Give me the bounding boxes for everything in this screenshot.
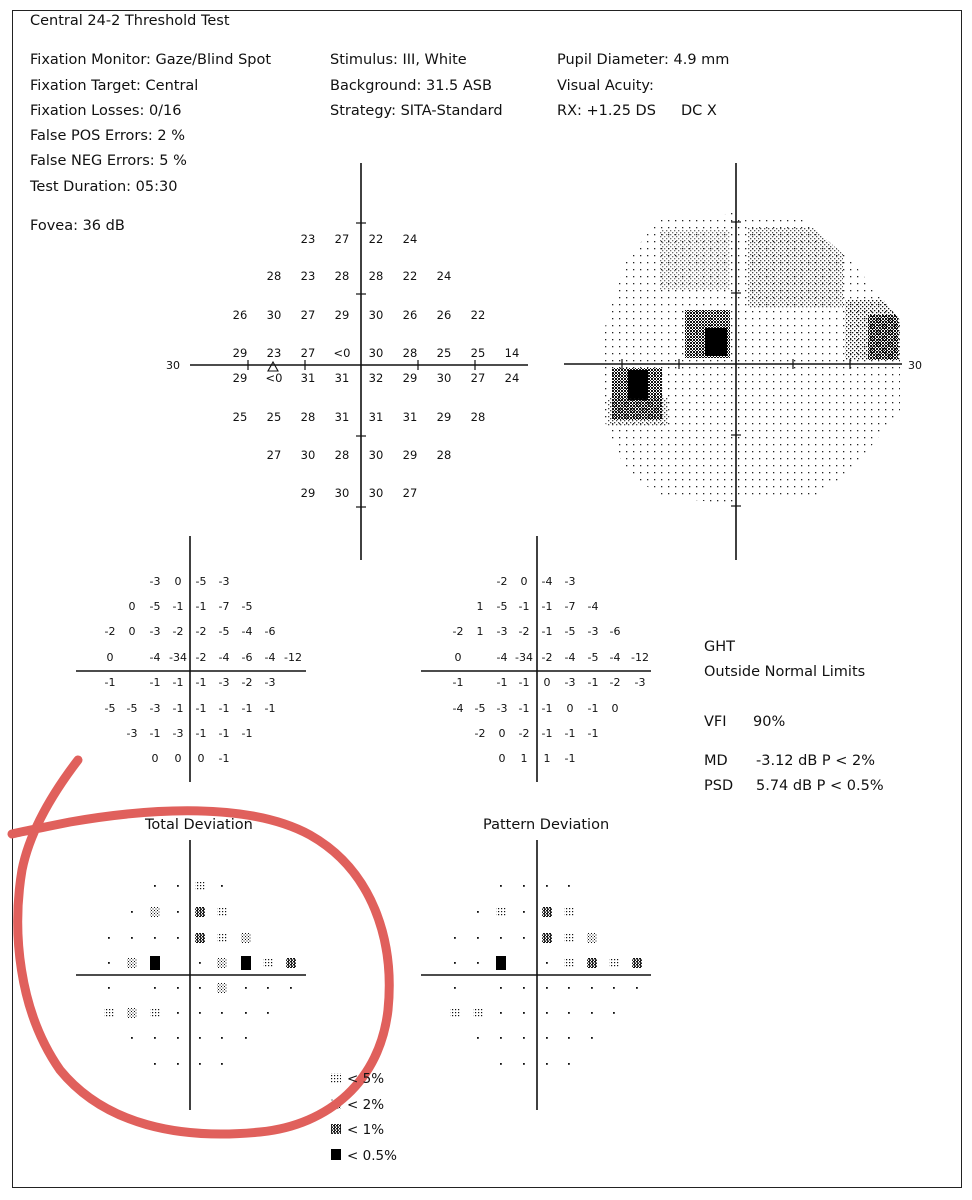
deviation-value: -1 [496,676,508,689]
deviation-value: -1 [104,676,116,689]
deviation-value: 0 [498,752,506,765]
deviation-value: -3 [496,625,508,638]
pd-symbol-dot [540,878,554,894]
legend-p1-label: < 1% [347,1122,385,1138]
false-pos-errors: False POS Errors: 2 % [30,128,185,144]
pd-symbol-p2 [585,930,599,946]
deviation-value: -4 [241,625,253,638]
td-symbol-p1 [193,930,207,946]
pd-symbol-dot [517,1005,531,1021]
deviation-value: -1 [264,702,276,715]
deviation-value: -1 [541,600,553,613]
deviation-value: -2 [474,727,486,740]
deviation-value: -5 [195,575,207,588]
deviation-value: -1 [172,702,184,715]
deviation-value: -5 [104,702,116,715]
deviation-value: -2 [452,625,464,638]
deviation-value: -4 [587,600,599,613]
threshold-value: 27 [300,308,316,322]
deviation-value: -3 [149,702,161,715]
strategy: Strategy: SITA-Standard [330,103,503,119]
deviation-value: -3 [149,575,161,588]
pd-symbol-p1 [540,904,554,920]
threshold-value: 30 [334,486,350,500]
rx-value: RX: +1.25 DS [557,103,656,119]
pd-symbol-dot [517,878,531,894]
deviation-value: 1 [543,752,551,765]
deviation-value: 0 [128,625,136,638]
threshold-value: 28 [402,346,418,360]
deviation-value: -1 [564,727,576,740]
td-symbol-dot [148,1030,162,1046]
td-symbol-dot [239,1005,253,1021]
pd-symbol-dot [540,980,554,996]
threshold-value: 30 [368,346,384,360]
pd-symbol-dot [607,1005,621,1021]
threshold-value: 29 [334,308,350,322]
td-symbol-dot [102,980,116,996]
threshold-value: 30 [300,448,316,462]
md-label: MD [704,753,728,769]
deviation-value: -6 [264,625,276,638]
false-neg-errors: False NEG Errors: 5 % [30,153,187,169]
deviation-value: -1 [541,702,553,715]
deviation-value: -34 [515,651,533,664]
md-value: -3.12 dB P < 2% [756,753,876,769]
deviation-value: 0 [197,752,205,765]
pd-symbol-dot [562,1030,576,1046]
total-deviation-title: Total Deviation [145,817,253,833]
threshold-value: 28 [368,269,384,283]
vfi-label: VFI [704,714,727,730]
threshold-value: 29 [402,371,418,385]
legend-symbols [331,1073,341,1160]
deviation-value: -4 [496,651,508,664]
pd-symbol-p5 [562,930,576,946]
legend-p2-label: < 2% [347,1097,385,1113]
threshold-value: 29 [436,410,452,424]
deviation-value: -6 [241,651,253,664]
pd-symbol-p05 [494,955,508,971]
legend-p05-icon [331,1149,341,1160]
pd-symbol-dot [540,955,554,971]
pd-symbol-p1 [540,930,554,946]
td-symbol-dot [239,980,253,996]
pd-symbol-dot [448,955,462,971]
threshold-value: 29 [300,486,316,500]
threshold-value: 27 [334,232,350,246]
deviation-value: 1 [476,625,484,638]
blind-spot-icon [268,362,278,371]
pd-symbol-p5 [562,904,576,920]
pd-symbol-dot [585,1005,599,1021]
threshold-value: 24 [504,371,520,385]
td-symbol-p5 [102,1005,116,1021]
dc-value: DC X [681,103,717,119]
pd-symbol-dot [494,930,508,946]
grayscale-map [600,205,905,510]
deviation-value: -1 [172,676,184,689]
visual-acuity: Visual Acuity: [557,78,654,94]
threshold-value: 26 [402,308,418,322]
td-symbol-p2 [148,904,162,920]
deviation-value: 0 [174,575,182,588]
deviation-value: -1 [518,600,530,613]
deviation-value: -5 [241,600,253,613]
deviation-value: 0 [174,752,182,765]
deviation-value: -1 [218,702,230,715]
td-symbol-p5 [261,955,275,971]
pd-symbol-dot [562,1005,576,1021]
axis-label-right: 30 [908,359,922,372]
deviation-value: -2 [518,727,530,740]
test-duration: Test Duration: 05:30 [30,179,178,195]
td-symbol-dot [193,955,207,971]
deviation-value: -12 [631,651,649,664]
threshold-value: <0 [333,346,351,360]
td-symbol-dot [215,1005,229,1021]
deviation-value: -2 [609,676,621,689]
threshold-value: <0 [265,371,283,385]
deviation-value: -3 [149,625,161,638]
deviation-value: -5 [218,625,230,638]
td-symbol-dot [148,930,162,946]
deviation-value: -1 [241,702,253,715]
fixation-target: Fixation Target: Central [30,78,199,94]
deviation-value: -4 [452,702,464,715]
deviation-value: -5 [126,702,138,715]
threshold-value: 30 [368,308,384,322]
pd-symbol-dot [585,1030,599,1046]
deviation-value: -5 [496,600,508,613]
deviation-value: 0 [566,702,574,715]
td-symbol-dot [171,930,185,946]
threshold-value: 29 [232,346,248,360]
pd-symbol-dot [562,980,576,996]
td-symbol-dot [261,980,275,996]
deviation-value: -1 [518,702,530,715]
deviation-value: -1 [587,727,599,740]
pd-symbol-dot [494,1005,508,1021]
threshold-value: 30 [368,486,384,500]
threshold-value: 32 [368,371,384,385]
deviation-value: -1 [195,727,207,740]
td-symbol-dot [102,955,116,971]
deviation-value: -34 [169,651,187,664]
legend-p5-label: < 5% [347,1071,385,1087]
deviation-value: -1 [218,727,230,740]
td-symbol-p2 [239,930,253,946]
threshold-value: 28 [334,269,350,283]
deviation-value: 0 [128,600,136,613]
pd-symbol-dot [630,980,644,996]
deviation-value: -1 [452,676,464,689]
deviation-value: -2 [195,625,207,638]
deviation-value: 0 [106,651,114,664]
threshold-value: 31 [402,410,418,424]
deviation-value: -1 [541,625,553,638]
deviation-value: 0 [543,676,551,689]
threshold-value: 29 [232,371,248,385]
pd-symbol-dot [494,878,508,894]
deviation-value: 0 [454,651,462,664]
deviation-value: -5 [149,600,161,613]
pd-symbol-dot [540,1056,554,1072]
deviation-value: -5 [564,625,576,638]
deviation-value: -1 [172,600,184,613]
threshold-value: 30 [436,371,452,385]
td-symbol-dot [171,1056,185,1072]
deviation-value: -3 [564,676,576,689]
deviation-value: 0 [498,727,506,740]
deviation-value: -5 [587,651,599,664]
deviation-value: -2 [541,651,553,664]
pd-symbol-dot [517,980,531,996]
td-symbol-dot [102,930,116,946]
td-symbol-p2 [215,980,229,996]
td-symbol-dot [171,980,185,996]
background: Background: 31.5 ASB [330,78,492,94]
threshold-value: 31 [368,410,384,424]
deviation-value: -6 [609,625,621,638]
deviation-value: -4 [264,651,276,664]
deviation-value: -2 [496,575,508,588]
td-symbol-dot [171,1005,185,1021]
deviation-value: -1 [518,676,530,689]
pd-symbol-dot [562,1056,576,1072]
td-symbol-dot [148,878,162,894]
deviation-value: -4 [149,651,161,664]
deviation-value: -1 [195,702,207,715]
ght-label: GHT [704,639,735,655]
pd-symbol-p1 [585,955,599,971]
td-symbol-dot [261,1005,275,1021]
deviation-value: -1 [564,752,576,765]
pd-symbol-dot [471,955,485,971]
pd-symbol-dot [517,1030,531,1046]
threshold-value: 28 [436,448,452,462]
deviation-value: -2 [172,625,184,638]
td-symbol-p5 [215,930,229,946]
pd-symbol-dot [471,930,485,946]
td-symbol-p5 [215,904,229,920]
td-symbol-dot [171,878,185,894]
vfi-value: 90% [753,714,786,730]
threshold-value: 24 [436,269,452,283]
deviation-value: -3 [126,727,138,740]
deviation-value: -2 [518,625,530,638]
td-symbol-dot [193,980,207,996]
total-deviation-plot-axes [76,840,306,1110]
td-symbol-dot [193,1056,207,1072]
threshold-value: 22 [368,232,384,246]
deviation-value: -1 [218,752,230,765]
threshold-value: 28 [334,448,350,462]
td-symbol-dot [193,1005,207,1021]
td-symbol-p2 [215,955,229,971]
threshold-value: 27 [300,346,316,360]
threshold-value: 22 [470,308,486,322]
threshold-value: 22 [402,269,418,283]
deviation-value: -4 [564,651,576,664]
td-symbol-dot [125,1030,139,1046]
td-symbol-p1 [284,955,298,971]
deviation-value: -12 [284,651,302,664]
threshold-value: 27 [266,448,282,462]
td-symbol-dot [125,904,139,920]
td-symbol-dot [239,1030,253,1046]
pd-symbol-dot [471,1030,485,1046]
pd-symbol-dot [540,1005,554,1021]
deviation-value: -3 [634,676,646,689]
pd-symbol-p5 [471,1005,485,1021]
legend-p05-label: < 0.5% [347,1148,397,1164]
fovea-value: Fovea: 36 dB [30,218,125,234]
legend-p5-icon [331,1073,341,1083]
deviation-value: -3 [264,676,276,689]
threshold-value: 27 [470,371,486,385]
pattern-deviation-title: Pattern Deviation [483,817,610,833]
pupil-diameter: Pupil Diameter: 4.9 mm [557,52,730,68]
deviation-value: -1 [195,600,207,613]
threshold-value: 28 [300,410,316,424]
deviation-value: -4 [609,651,621,664]
threshold-value: 31 [334,371,350,385]
threshold-value: 23 [300,232,316,246]
pd-symbol-dot [607,980,621,996]
deviation-value: -2 [195,651,207,664]
threshold-value: 31 [334,410,350,424]
deviation-value: -5 [474,702,486,715]
deviation-value: -3 [564,575,576,588]
threshold-value: 24 [402,232,418,246]
deviation-value: -1 [149,727,161,740]
threshold-value: 31 [300,371,316,385]
pd-symbol-dot [517,1056,531,1072]
axis-label-left: 30 [166,359,180,372]
fixation-monitor: Fixation Monitor: Gaze/Blind Spot [30,52,272,68]
td-symbol-p5 [148,1005,162,1021]
pd-symbol-dot [448,930,462,946]
pd-symbol-dot [540,1030,554,1046]
deviation-value: 1 [520,752,528,765]
deviation-value: 0 [151,752,159,765]
threshold-value: 28 [470,410,486,424]
td-symbol-p5 [193,878,207,894]
td-symbol-dot [284,980,298,996]
legend-p1-icon [331,1124,341,1134]
pd-symbol-dot [448,980,462,996]
td-symbol-p2 [125,955,139,971]
threshold-value: 30 [368,448,384,462]
threshold-value: 14 [504,346,520,360]
td-symbol-p05 [239,955,253,971]
td-symbol-dot [171,1030,185,1046]
td-symbol-p05 [148,955,162,971]
threshold-value: 25 [232,410,248,424]
threshold-value: 23 [300,269,316,283]
pd-symbol-dot [494,980,508,996]
deviation-value: -1 [587,676,599,689]
psd-value: 5.74 dB P < 0.5% [756,778,884,794]
threshold-value: 26 [436,308,452,322]
deviation-value: -3 [496,702,508,715]
stimulus: Stimulus: III, White [330,52,467,68]
threshold-value: 23 [266,346,282,360]
deviation-value: -2 [104,625,116,638]
threshold-value: 25 [470,346,486,360]
pd-symbol-p1 [630,955,644,971]
threshold-value: 29 [402,448,418,462]
deviation-value: -1 [587,702,599,715]
deviation-value: -1 [149,676,161,689]
pd-symbol-dot [562,878,576,894]
pd-symbol-p5 [562,955,576,971]
threshold-value: 25 [436,346,452,360]
test-title: Central 24-2 Threshold Test [30,13,230,29]
td-symbol-p1 [193,904,207,920]
deviation-value: -3 [218,575,230,588]
deviation-value: 0 [520,575,528,588]
pd-symbol-p5 [448,1005,462,1021]
pd-symbol-dot [517,904,531,920]
pd-symbol-dot [494,1056,508,1072]
pd-symbol-dot [471,904,485,920]
td-symbol-dot [193,1030,207,1046]
threshold-value: 26 [232,308,248,322]
fixation-losses: Fixation Losses: 0/16 [30,103,182,119]
td-symbol-dot [171,904,185,920]
td-symbol-dot [148,980,162,996]
pd-symbol-dot [494,1030,508,1046]
threshold-value: 27 [402,486,418,500]
td-symbol-dot [125,930,139,946]
deviation-value: -7 [564,600,576,613]
deviation-value: -4 [218,651,230,664]
pattern-deviation-plot-axes [421,840,651,1110]
ght-value: Outside Normal Limits [704,664,866,680]
pd-symbol-dot [585,980,599,996]
td-symbol-dot [215,1030,229,1046]
pd-symbol-p5 [494,904,508,920]
pd-symbol-dot [517,930,531,946]
psd-label: PSD [704,778,734,794]
deviation-value: -4 [541,575,553,588]
deviation-value: -1 [241,727,253,740]
deviation-value: -2 [241,676,253,689]
deviation-value: -3 [218,676,230,689]
deviation-value: -7 [218,600,230,613]
threshold-value: 25 [266,410,282,424]
pd-symbol-p5 [607,955,621,971]
td-symbol-dot [215,878,229,894]
threshold-value: 30 [266,308,282,322]
td-symbol-dot [215,1056,229,1072]
deviation-value: 0 [611,702,619,715]
threshold-value: 28 [266,269,282,283]
deviation-value: -3 [172,727,184,740]
td-symbol-dot [148,1056,162,1072]
deviation-value: -1 [195,676,207,689]
td-symbol-p2 [125,1005,139,1021]
deviation-value: 1 [476,600,484,613]
deviation-value: -1 [541,727,553,740]
deviation-value: -3 [587,625,599,638]
